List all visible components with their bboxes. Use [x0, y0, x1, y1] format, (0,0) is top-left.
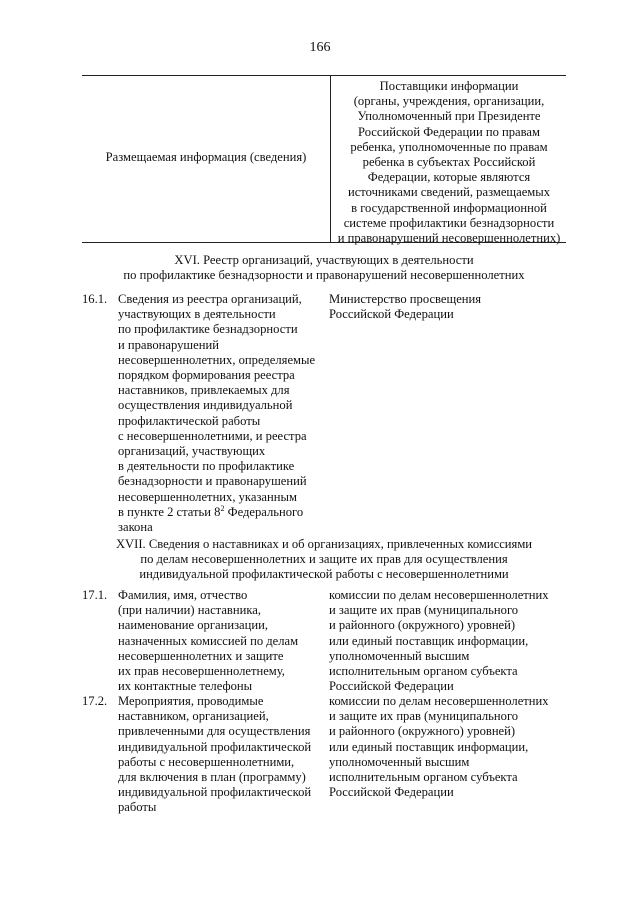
row-info-line: Фамилия, имя, отчество: [118, 588, 248, 602]
row-info-line: с несовершеннолетними, и реестра: [118, 428, 307, 443]
table-header-top-rule: [82, 75, 566, 76]
row-provider-line: Российской Федерации: [329, 307, 454, 322]
footnote-line-before: в пункте 2 статьи 8: [118, 504, 221, 519]
provider-header-line: в государственной информационной: [351, 200, 547, 215]
row-info-line: Сведения из реестра организаций,: [118, 292, 302, 306]
row-info-line: несовершеннолетних и защите: [118, 648, 284, 663]
row-info-line: наставников, привлекаемых для: [118, 383, 290, 398]
row-provider-line: исполнительным органом субъекта: [329, 664, 518, 679]
row-info-line: профилактической работы: [118, 413, 261, 428]
row-info-line: индивидуальной профилактической: [118, 785, 312, 800]
row-number-17-1: 17.1.: [82, 588, 108, 602]
row-info-line: несовершеннолетних, определяемые: [118, 352, 316, 367]
section-title-line: по профилактике безнадзорности и правонарушений несовершеннолетних: [123, 268, 525, 283]
section-16-title: [82, 253, 566, 283]
row-info-line: закона: [118, 520, 153, 535]
row-info-line: участвующих в деятельности: [118, 307, 276, 322]
row-provider-line: комиссии по делам несовершеннолетних: [329, 694, 549, 708]
row-info-line: назначенных комиссией по делам: [118, 633, 299, 648]
section-title-line: индивидуальной профилактической работы с несовершеннолетними: [139, 567, 509, 582]
provider-header-line: Уполномоченный при Президенте: [357, 109, 541, 124]
info-column-header: Размещаемая информация (сведения): [105, 150, 307, 164]
row-number-16-1: 16.1.: [82, 292, 108, 306]
row-info-line: несовершеннолетних, указанным: [118, 489, 297, 504]
footnote-line-after: Федерального: [224, 504, 304, 519]
row-info-line: для включения в план (программу): [118, 770, 306, 785]
section-17-title: [82, 537, 566, 583]
row-info-line: (при наличии) наставника,: [118, 603, 261, 618]
row-info-line: привлеченными для осуществления: [118, 724, 311, 739]
row-provider-line: и районного (окружного) уровней): [329, 724, 516, 739]
row-provider-line: исполнительным органом субъекта: [329, 770, 518, 785]
row-info-line: наставником, организацией,: [118, 709, 269, 724]
row-provider-16-1: [329, 292, 569, 322]
provider-header-line: Поставщики информации: [379, 79, 519, 93]
row-info-footnote-line: [118, 505, 328, 520]
page-number: 166: [309, 40, 331, 55]
row-provider-line: или единый поставщик информации,: [329, 633, 529, 648]
row-info-line: работы с несовершеннолетними,: [118, 754, 295, 769]
row-provider-17-2: [329, 694, 569, 800]
row-provider-line: Российской Федерации: [329, 785, 454, 800]
row-info-line: в деятельности по профилактике: [118, 459, 295, 474]
row-provider-line: уполномоченный высшим: [329, 648, 470, 663]
row-provider-line: и защите их прав (муниципального: [329, 709, 519, 724]
row-info-16-1: [118, 292, 328, 535]
row-info-line: индивидуальной профилактической: [118, 739, 312, 754]
provider-header-line: системе профилактики безнадзорности: [343, 215, 555, 230]
row-provider-line: Российской Федерации: [329, 679, 454, 694]
provider-header-line: Федерации, которые являются: [367, 170, 531, 185]
provider-header-line: Российской Федерации по правам: [358, 124, 540, 139]
row-info-line: по профилактике безнадзорности: [118, 322, 298, 337]
row-provider-line: уполномоченный высшим: [329, 754, 470, 769]
row-info-line: их контактные телефоны: [118, 679, 253, 694]
footnote-superscript: 2: [220, 503, 225, 513]
row-provider-line: и защите их прав (муниципального: [329, 603, 519, 618]
row-info-line: и правонарушений: [118, 337, 219, 352]
section-title-line: по делам несовершеннолетних и защите их прав для осуществления: [140, 552, 508, 567]
provider-column-header: [332, 79, 566, 246]
provider-header-line: ребенка, уполномоченные по правам: [350, 139, 548, 154]
row-provider-line: и районного (окружного) уровней): [329, 618, 516, 633]
row-info-line: работы: [118, 800, 157, 815]
row-info-line: наименование организации,: [118, 618, 269, 633]
provider-header-line: (органы, учреждения, организации,: [353, 94, 545, 109]
row-provider-line: комиссии по делам несовершеннолетних: [329, 588, 549, 602]
row-info-17-1: [118, 588, 328, 694]
row-provider-line: или единый поставщик информации,: [329, 739, 529, 754]
provider-header-line: источниками сведений, размещаемых: [347, 185, 551, 200]
section-title-line: XVII. Сведения о наставниках и об организациях, привлеченных комиссиями: [115, 537, 533, 551]
row-info-line: организаций, участвующих: [118, 444, 266, 459]
table-header-column-divider: [330, 75, 331, 242]
row-number-17-2: 17.2.: [82, 694, 108, 708]
row-provider-line: Министерство просвещения: [329, 292, 482, 306]
row-info-line: порядком формирования реестра: [118, 368, 295, 383]
row-provider-17-1: [329, 588, 569, 694]
row-info-17-2: [118, 694, 328, 816]
row-info-line: осуществления индивидуальной: [118, 398, 293, 413]
row-info-line: Мероприятия, проводимые: [118, 694, 264, 708]
provider-header-line: ребенка в субъектах Российской: [362, 155, 536, 170]
row-info-line: их прав несовершеннолетнему,: [118, 664, 285, 679]
provider-header-line: и правонарушений несовершеннолетних): [337, 231, 561, 246]
row-info-line: безнадзорности и правонарушений: [118, 474, 307, 489]
section-title-line: XVI. Реестр организаций, участвующих в деятельности: [174, 253, 474, 267]
